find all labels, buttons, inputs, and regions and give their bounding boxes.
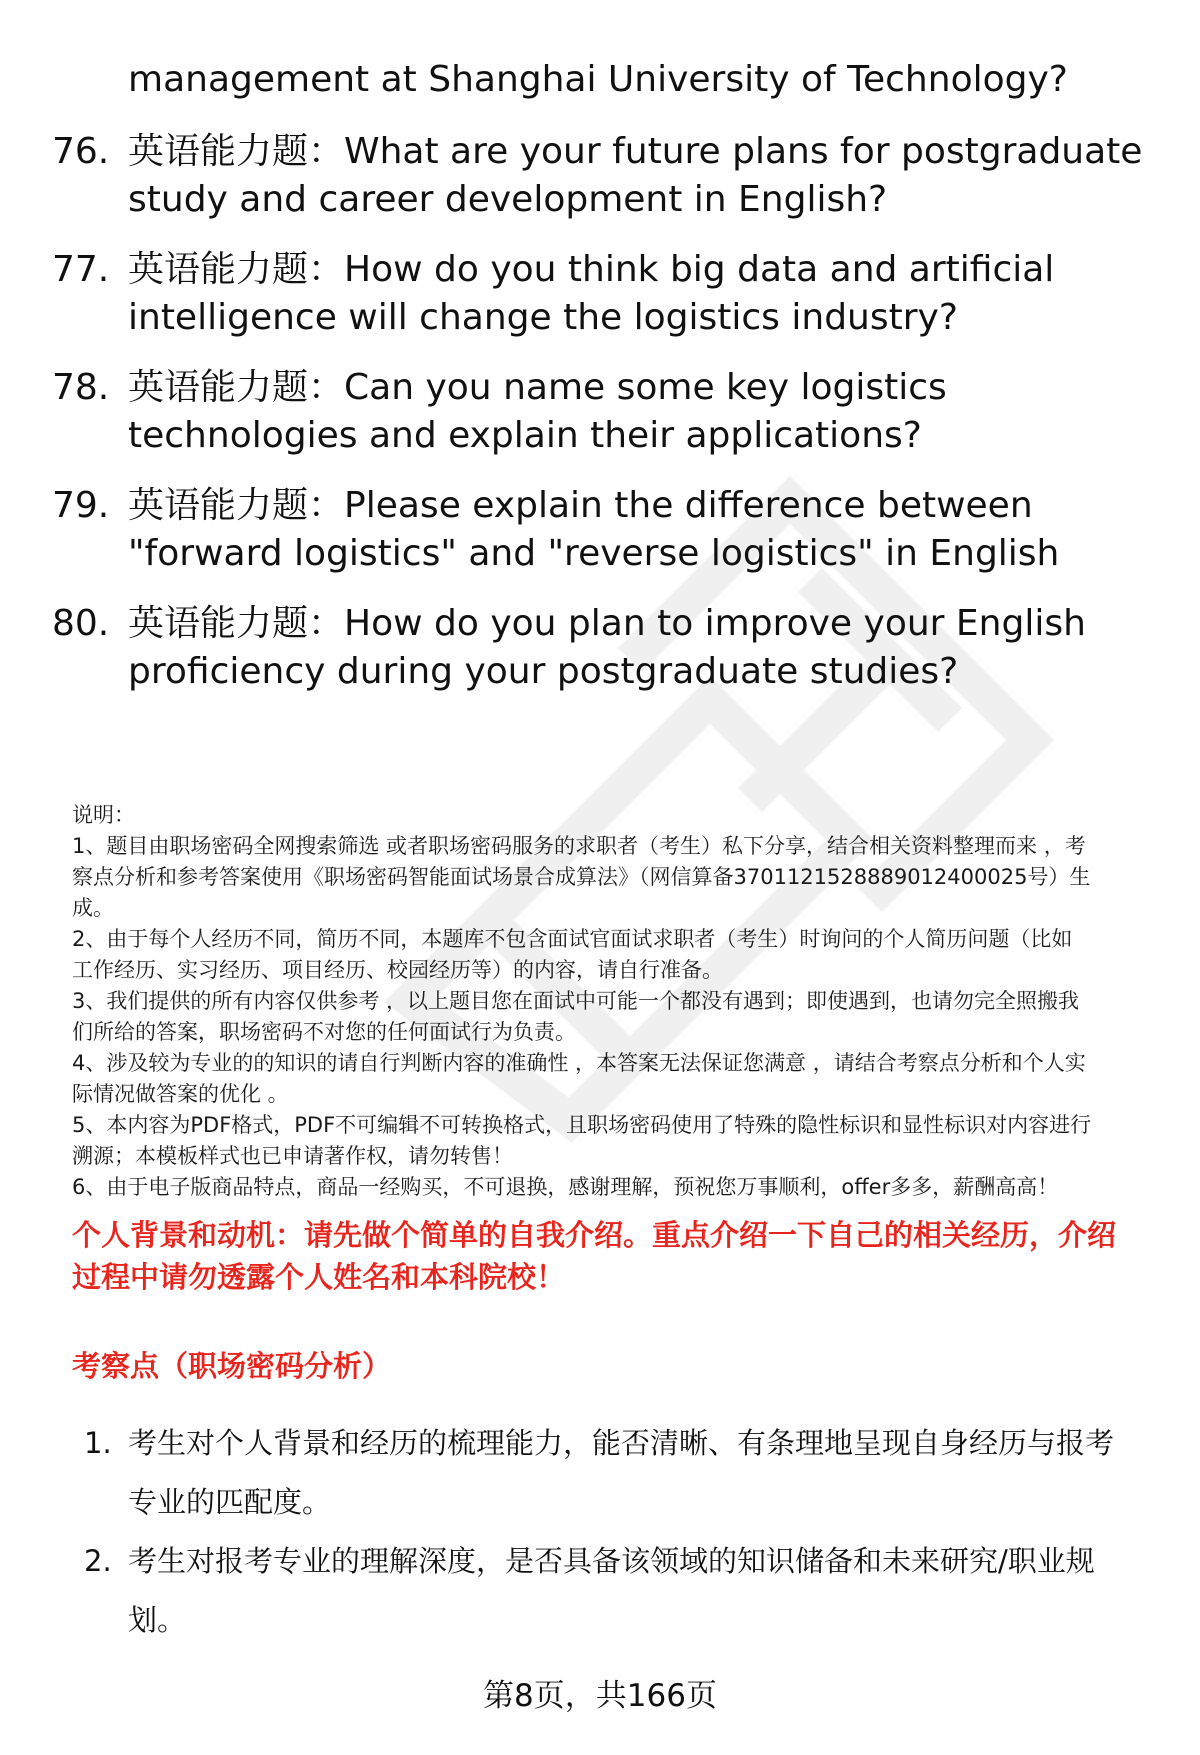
- list-item-number: 1.: [84, 1426, 112, 1460]
- question-label: 英语能力题：: [128, 249, 345, 290]
- notes-title: 说明：: [72, 803, 135, 827]
- question-number: 79.: [52, 485, 110, 526]
- list-item: [84, 1414, 1144, 1532]
- question-continuation: management at Shanghai University of Technology?: [128, 59, 1068, 100]
- section-heading: [72, 1214, 1162, 1298]
- list-item: [84, 1532, 1144, 1650]
- question-79: [52, 482, 1172, 578]
- question-body: What are your future plans for postgraduate study and career development in English?: [128, 131, 1143, 220]
- notes-line: 1、题目由职场密码全网搜索筛选 或者职场密码服务的求职者（考生）私下分享，结合相关资料整理而来 ，考: [72, 834, 1086, 858]
- list-item-line: 考生对报考专业的理解深度，是否具备该领域的知识储备和未来研究/职业规: [128, 1544, 1095, 1578]
- notes-line: 际情况做答案的优化 。: [72, 1082, 289, 1106]
- section-heading-line: 个人背景和动机：请先做个简单的自我介绍。重点介绍一下自己的相关经历，介绍: [72, 1218, 1117, 1252]
- analysis-list: [84, 1414, 1144, 1650]
- notes-line: 2、由于每个人经历不同，简历不同，本题库不包含面试官面试求职者（考生）时询问的个人简历问题（比如: [72, 927, 1073, 951]
- notes-line: 成。: [72, 896, 114, 920]
- notes-line: 察点分析和参考答案使用《职场密码智能面试场景合成算法》（网信算备3701121528889012400025号）生: [72, 865, 1091, 889]
- notes-line: 溯源；本模板样式也已申请著作权，请勿转售！: [72, 1144, 513, 1168]
- notes-line: 们所给的答案，职场密码不对您的任何面试行为负责。: [72, 1020, 576, 1044]
- analysis-subheading: 考察点（职场密码分析）: [72, 1349, 392, 1383]
- question-text: [128, 246, 1172, 342]
- notes-line: 5、本内容为PDF格式，PDF不可编辑不可转换格式，且职场密码使用了特殊的隐性标识和显性标识对内容进行: [72, 1113, 1092, 1137]
- question-77: [52, 246, 1172, 342]
- question-label: 英语能力题：: [128, 367, 345, 408]
- question-76: [52, 128, 1172, 224]
- question-80: [52, 600, 1172, 696]
- question-body: How do you think big data and artificial intelligence will change the logistics industry?: [128, 249, 1055, 338]
- question-body: Can you name some key logistics technologies and explain their applications?: [128, 367, 947, 456]
- notes-line: 工作经历、实习经历、项目经历、校园经历等）的内容，请自行准备。: [72, 958, 723, 982]
- question-text: [128, 482, 1172, 578]
- question-text: [128, 128, 1172, 224]
- list-item-number: 2.: [84, 1544, 112, 1578]
- notes-line: 4、涉及较为专业的的知识的请自行判断内容的准确性 ，本答案无法保证您满意 ，请结合考察点分析和个人实: [72, 1051, 1086, 1075]
- page-number: 第8页，共166页: [483, 1678, 717, 1714]
- question-label: 英语能力题：: [128, 131, 345, 172]
- list-item-line: 考生对个人背景和经历的梳理能力，能否清晰、有条理地呈现自身经历与报考: [128, 1426, 1115, 1460]
- question-body: Please explain the difference between "forward logistics" and "reverse logistics" in English: [128, 485, 1060, 574]
- question-number: 78.: [52, 367, 110, 408]
- question-number: 76.: [52, 131, 110, 172]
- list-item-line: 划。: [128, 1603, 187, 1637]
- list-item-line: 专业的匹配度。: [128, 1485, 332, 1519]
- notes-line: 6、由于电子版商品特点，商品一经购买，不可退换，感谢理解，预祝您万事顺利，offer多多，薪酬高高！: [72, 1175, 1059, 1199]
- notes-line: 3、我们提供的所有内容仅供参考 ，以上题目您在面试中可能一个都没有遇到；即使遇到，也请勿完全照搬我: [72, 989, 1080, 1013]
- question-78: [52, 364, 1172, 460]
- section-heading-line: 过程中请勿透露个人姓名和本科院校！: [72, 1260, 566, 1294]
- question-body: How do you plan to improve your English proficiency during your postgraduate studies?: [128, 603, 1086, 692]
- question-text: [128, 600, 1172, 696]
- question-label: 英语能力题：: [128, 603, 345, 644]
- disclaimer-notes: [72, 800, 1162, 1203]
- question-text: [128, 364, 1172, 460]
- question-number: 77.: [52, 249, 110, 290]
- question-label: 英语能力题：: [128, 485, 345, 526]
- question-number: 80.: [52, 603, 110, 644]
